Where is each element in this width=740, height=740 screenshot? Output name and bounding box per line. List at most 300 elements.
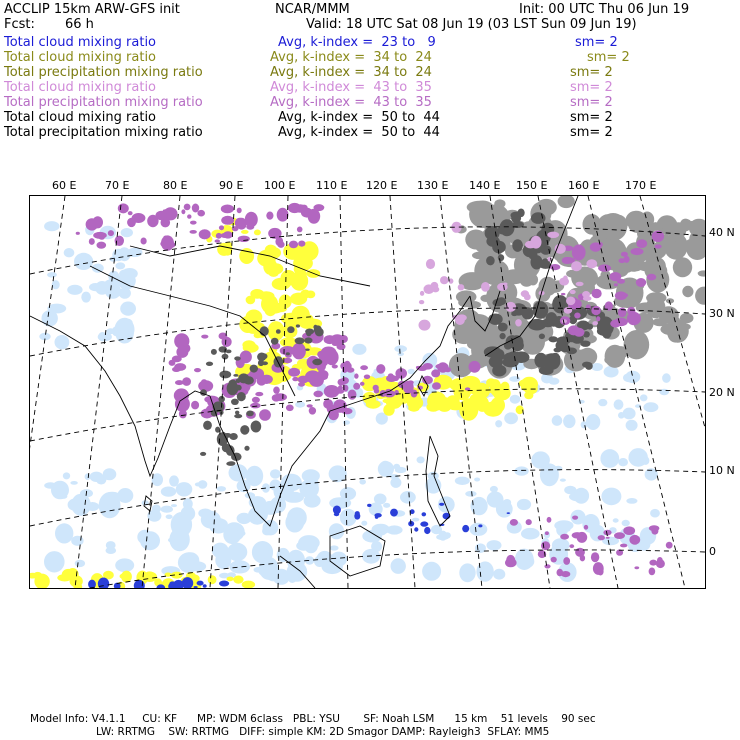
cloud-yellow [460,376,480,389]
cloud-light-purple [592,321,598,325]
cloud-purple [289,241,298,249]
cloud-yellow [227,577,234,582]
cloud-yellow [233,576,243,584]
cloud-purple [317,370,329,379]
cloud-light-blue [504,412,518,424]
cloud-light-blue [44,221,59,231]
cloud-purple [541,541,550,550]
cloud-purple [344,361,350,368]
cloud-light-blue [44,551,65,572]
cloud-light-blue [118,247,130,261]
model-title: ACCLIP 15km ARW-GFS init [4,2,180,17]
latitude-label: 40 N [709,226,735,239]
cloud-purple [346,367,354,372]
cloud-light-blue [263,520,279,536]
cloud-light-blue [400,491,416,504]
cloud-dark-gray [539,334,545,340]
cloud-light-blue [560,479,566,482]
cloud-light-blue [465,491,476,497]
cloud-purple [627,307,635,316]
cloud-gray [660,323,684,335]
cloud-purple [266,212,273,220]
cloud-light-purple [547,232,559,238]
cloud-light-blue [63,472,70,479]
cloud-light-blue [246,466,263,487]
cloud-dark-gray [271,338,279,345]
cloud-yellow [486,378,496,387]
cloud-yellow [208,575,217,584]
cloud-dark-gray [235,411,239,415]
legend-smoothing: sm= 2 [575,35,618,50]
cloud-light-blue [444,532,451,538]
cloud-light-blue [295,402,305,408]
cloud-dark-gray [234,356,241,360]
cloud-light-blue [47,272,57,277]
forecast-hour: 66 h [65,17,94,32]
cloud-purple [656,559,665,568]
legend-level-range: Avg, k-index = 50 to 44 [278,125,440,140]
cloud-gray [583,214,602,235]
cloud-light-blue [625,371,640,383]
cloud-gray [519,272,533,287]
cloud-dark-gray [203,421,212,430]
legend-smoothing: sm= 2 [570,95,613,110]
cloud-dark-gray [246,411,254,417]
cloud-purple [259,409,271,421]
cloud-light-blue [431,525,442,534]
cloud-purple [342,368,347,373]
legend-level-range: Avg, k-index = 23 to 9 [278,35,436,50]
cloud-light-blue [640,394,648,401]
legend-level-range: Avg, k-index = 43 to 35 [270,95,432,110]
cloud-purple [190,221,197,225]
cloud-gray [684,238,705,252]
cloud-light-blue [166,515,173,520]
cloud-purple [181,209,185,214]
coastline [130,246,370,286]
cloud-purple [550,264,560,270]
cloud-purple [584,525,588,530]
legend-smoothing: sm= 2 [570,65,613,80]
cloud-light-blue [422,562,441,581]
cloud-yellow [501,382,510,392]
longitude-label: 100 E [264,179,296,192]
cloud-dark-gray [211,349,217,355]
cloud-dark-gray [287,326,294,333]
cloud-dark-gray [231,399,239,405]
cloud-purple [128,211,133,215]
cloud-light-blue [495,420,502,427]
cloud-light-blue [471,497,488,515]
cloud-light-blue [614,399,624,409]
cloud-light-purple [525,241,536,249]
cloud-purple [348,390,357,400]
cloud-purple [560,534,569,540]
cloud-purple [190,230,197,234]
cloud-purple [445,367,452,372]
legend-variable: Total precipitation mixing ratio [4,125,203,140]
cloud-purple [298,376,309,384]
cloud-purple [235,218,245,229]
cloud-purple [598,535,605,540]
cloud-light-blue [563,415,575,429]
cloud-purple [314,204,325,211]
cloud-dark-gray [306,330,312,337]
cloud-light-purple [431,282,439,290]
cloud-blue [462,525,469,532]
longitude-label: 120 E [366,179,398,192]
cloud-light-blue [71,536,83,546]
cloud-purple [614,532,625,539]
cloud-light-blue [510,395,521,404]
longitude-label: 160 E [568,179,600,192]
cloud-light-blue [394,345,407,352]
cloud-light-blue [470,523,488,536]
cloud-purple [636,278,646,287]
cloud-light-blue [600,449,619,468]
cloud-purple [272,394,281,401]
cloud-light-blue [623,408,636,420]
cloud-light-blue [598,399,607,406]
cloud-purple [93,232,107,239]
cloud-light-blue [195,482,202,486]
cloud-purple [623,526,635,535]
cloud-purple [288,368,300,377]
cloud-purple [572,245,586,261]
cloud-light-blue [70,481,77,485]
cloud-light-blue [256,552,267,559]
cloud-light-purple [457,314,467,321]
cloud-light-blue [391,558,406,574]
cloud-light-blue [531,451,550,468]
cloud-light-blue [662,373,671,383]
cloud-gray [607,349,619,357]
cloud-gray [671,222,687,238]
init-time: Init: 00 UTC Thu 06 Jun 19 [519,2,690,17]
cloud-purple [655,244,662,248]
cloud-dark-gray [587,324,593,330]
cloud-purple [561,293,565,295]
cloud-dark-gray [602,328,611,338]
cloud-purple [597,568,603,575]
longitude-label: 60 E [52,179,77,192]
cloud-purple [614,318,627,326]
cloud-gray [465,230,486,250]
cloud-yellow [290,271,308,290]
cloud-purple [237,208,242,214]
cloud-light-blue [55,523,73,543]
cloud-purple [551,557,557,563]
cloud-light-blue [103,468,117,480]
cloud-purple [591,306,601,315]
cloud-light-blue [68,498,84,511]
cloud-purple [337,343,346,350]
cloud-purple [309,407,316,415]
cloud-gray [467,201,493,214]
cloud-purple [598,264,611,271]
cloud-yellow [437,397,453,412]
legend-level-range: Avg, k-index = 50 to 44 [278,110,440,125]
valid-time: Valid: 18 UTC Sat 08 Jun 19 (03 LST Sun 09 Jun 19) [306,17,637,32]
cloud-light-blue [161,487,176,497]
cloud-dark-gray [486,256,495,265]
cloud-gray [466,301,481,309]
cloud-purple [647,274,656,281]
cloud-gray [668,316,680,323]
cloud-light-blue [642,456,650,465]
cloud-purple [76,232,80,235]
cloud-light-blue [117,488,133,503]
cloud-map [30,196,705,588]
cloud-yellow [480,388,489,396]
cloud-blue [334,513,339,517]
latitude-label: 0 [709,545,716,558]
legend-variable: Total precipitation mixing ratio [4,65,203,80]
cloud-light-blue [329,523,344,539]
cloud-light-purple [586,259,597,268]
cloud-dark-gray [250,365,258,373]
latitude-label: 20 N [709,386,735,399]
cloud-purple [526,519,532,525]
cloud-light-blue [229,560,250,573]
legend-smoothing: sm= 2 [587,50,630,65]
cloud-yellow [242,581,255,588]
cloud-purple [572,516,578,520]
cloud-yellow [250,289,264,299]
cloud-dark-gray [512,239,523,252]
cloud-light-blue [515,466,529,475]
cloud-light-blue [47,304,66,314]
cloud-light-blue [90,472,104,482]
cloud-dark-gray [492,241,506,254]
cloud-light-blue [270,469,281,478]
cloud-light-blue [586,414,600,430]
cloud-purple [260,375,273,384]
cloud-light-blue [106,541,116,549]
cloud-light-blue [379,461,391,475]
legend-variable: Total cloud mixing ratio [4,110,157,125]
cloud-purple [275,237,283,246]
cloud-purple [197,210,205,217]
cloud-purple [423,363,433,370]
cloud-yellow [293,255,313,271]
cloud-purple [221,216,234,225]
cloud-dark-gray [226,350,232,354]
cloud-light-blue [168,538,175,543]
cloud-light-blue [217,486,226,491]
cloud-light-purple [570,290,576,294]
cloud-dark-gray [580,341,590,347]
cloud-dark-gray [237,392,246,401]
cloud-yellow [524,383,538,395]
cloud-light-blue [359,479,366,484]
cloud-yellow [290,293,307,305]
cloud-purple [360,365,368,370]
cloud-blue [390,509,398,517]
cloud-purple [221,205,234,214]
cloud-dark-gray [260,326,269,336]
cloud-purple [338,379,346,386]
cloud-dark-gray [528,249,537,260]
legend-level-range: Avg, k-index = 34 to 24 [270,65,432,80]
cloud-dark-gray [557,336,571,344]
model-info-line1: Model Info: V4.1.1 CU: KF MP: WDM 6class PBL: YSU SF: Noah LSM 15 km 51 levels 90 sec [30,713,596,725]
cloud-blue [375,515,379,519]
cloud-light-blue [643,402,658,412]
cloud-dark-gray [244,376,254,384]
cloud-light-blue [417,456,425,463]
cloud-purple [388,373,393,376]
cloud-purple [141,238,147,245]
cloud-light-blue [476,561,493,581]
longitude-label: 90 E [219,179,244,192]
cloud-purple [323,399,333,409]
cloud-light-blue [574,488,590,504]
cloud-yellow [265,245,277,257]
cloud-blue [422,512,427,516]
cloud-light-blue [626,498,637,504]
cloud-dark-gray [296,324,300,327]
cloud-light-blue [412,518,419,522]
cloud-yellow [276,303,285,311]
cloud-purple [199,229,211,239]
cloud-light-purple [426,259,435,269]
cloud-light-purple [521,290,529,297]
cloud-purple [215,239,220,242]
cloud-purple [286,405,294,412]
cloud-purple [606,537,610,539]
cloud-purple [191,401,199,410]
cloud-blue [507,512,510,514]
cloud-purple [307,374,315,382]
cloud-yellow [57,574,72,581]
cloud-yellow [490,397,505,413]
legend-smoothing: sm= 2 [570,110,613,125]
cloud-yellow [121,571,132,583]
cloud-yellow [269,270,279,277]
cloud-light-blue [474,478,480,482]
cloud-yellow [383,404,394,416]
cloud-purple [292,377,298,381]
cloud-dark-gray [240,425,249,435]
cloud-dark-gray [582,362,591,368]
cloud-yellow [306,291,315,299]
cloud-light-blue [121,228,133,237]
cloud-light-blue [622,520,630,527]
cloud-blue [439,503,444,506]
cloud-light-blue [459,563,475,582]
cloud-purple [364,375,370,380]
cloud-light-blue [198,509,212,518]
cloud-light-blue [58,494,67,499]
cloud-light-purple [576,282,584,286]
cloud-purple [614,283,618,286]
cloud-light-blue [487,491,504,507]
cloud-gray [651,222,660,231]
cloud-purple [108,230,114,236]
cloud-purple [432,382,441,390]
cloud-light-blue [509,376,520,382]
longitude-label: 70 E [105,179,130,192]
cloud-light-blue [398,352,404,356]
cloud-light-blue [115,558,134,572]
cloud-dark-gray [549,336,558,342]
cloud-fields [30,196,705,588]
cloud-light-blue [140,531,160,550]
cloud-light-blue [178,552,200,573]
cloud-blue [367,504,371,507]
cloud-purple [161,235,174,250]
cloud-light-blue [613,518,619,522]
cloud-dark-gray [251,421,262,433]
cloud-light-blue [176,482,193,496]
cloud-light-blue [64,248,75,257]
cloud-purple [201,335,208,339]
cloud-yellow [254,230,261,236]
cloud-light-blue [233,530,246,537]
cloud-purple [544,564,550,568]
cloud-light-blue [75,560,85,567]
cloud-yellow [241,230,249,234]
latitude-label: 30 N [709,307,735,320]
cloud-dark-gray [200,452,206,456]
cloud-purple [547,517,552,523]
cloud-purple [277,208,289,222]
cloud-dark-gray [314,325,322,333]
longitude-label: 110 E [316,179,348,192]
cloud-light-blue [270,497,286,513]
cloud-light-purple [497,283,508,291]
cloud-light-blue [67,285,82,295]
legend-smoothing: sm= 2 [570,125,613,140]
cloud-dark-gray [295,337,305,344]
cloud-light-blue [119,270,130,278]
legend-variable: Total precipitation mixing ratio [4,95,203,110]
cloud-light-blue [103,492,116,503]
longitude-label: 130 E [417,179,449,192]
cloud-blue [219,581,229,587]
cloud-light-purple [566,297,575,306]
cloud-blue [420,521,428,526]
cloud-light-blue [650,509,660,518]
cloud-yellow [366,400,381,409]
cloud-light-blue [330,545,339,550]
cloud-light-blue [322,559,343,574]
cloud-light-blue [503,499,511,506]
cloud-light-purple [571,261,582,271]
cloud-purple [505,558,517,567]
cloud-dark-gray [500,333,506,339]
cloud-purple [629,535,640,545]
cloud-purple [615,291,627,300]
cloud-light-purple [562,319,567,323]
cloud-light-blue [361,521,367,526]
cloud-light-blue [626,420,638,431]
cloud-light-blue [490,486,498,492]
longitude-label: 80 E [163,179,188,192]
cloud-purple [238,236,250,242]
cloud-purple [422,376,433,385]
cloud-light-blue [81,292,91,303]
cloud-gray [599,213,627,241]
cloud-dark-gray [234,414,242,418]
legend-smoothing: sm= 2 [570,80,613,95]
cloud-purple [510,519,518,526]
cloud-dark-gray [534,353,547,368]
cloud-purple [545,531,549,535]
cloud-purple [175,396,190,412]
cloud-purple [89,238,95,245]
